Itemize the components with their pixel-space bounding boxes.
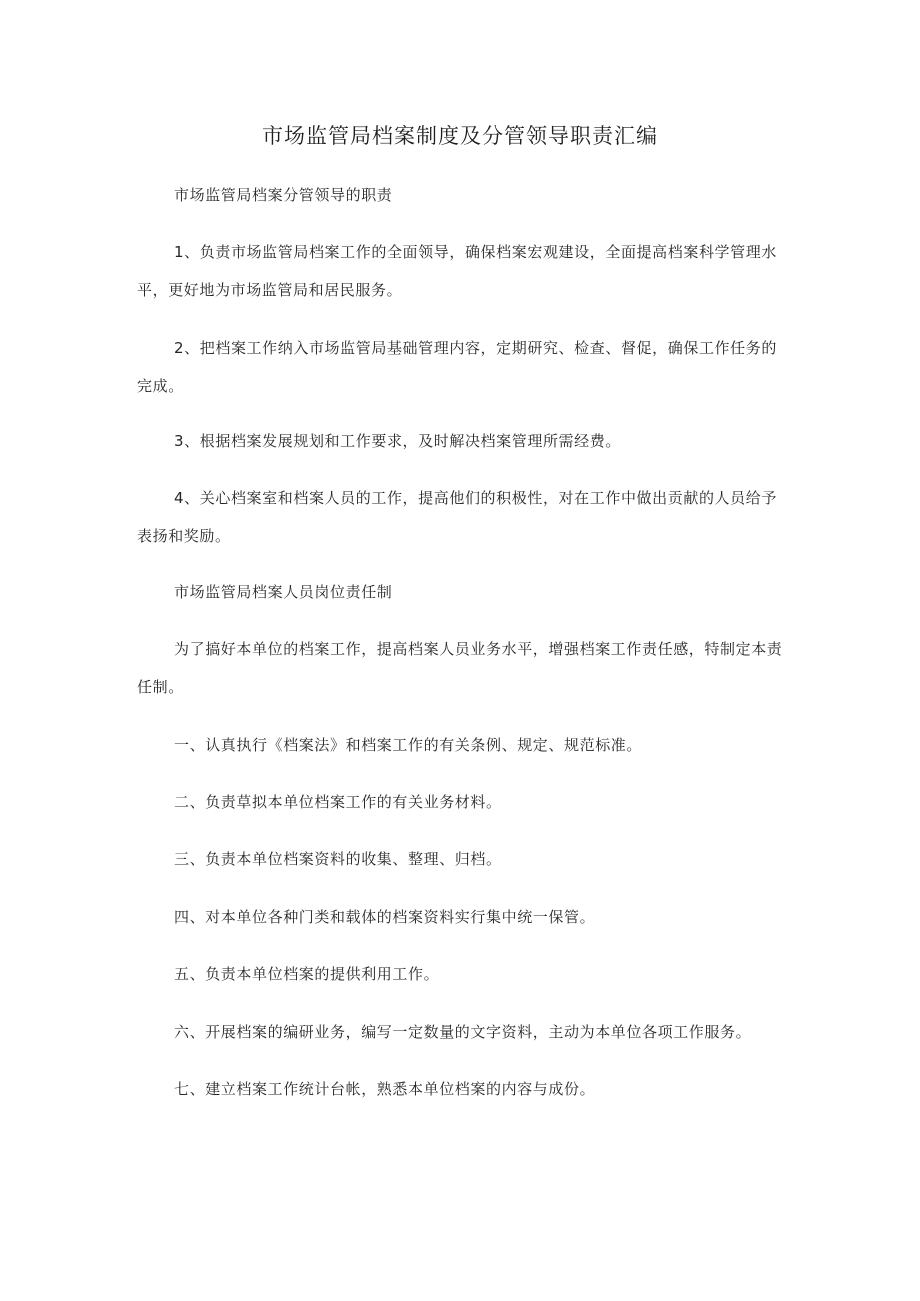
document-title: 市场监管局档案制度及分管领导职责汇编 [262, 124, 658, 148]
staff-responsibility-intro: 为了搞好本单位的档案工作，提高档案人员业务水平，增强档案工作责任感，特制定本责任制。 [137, 640, 783, 696]
staff-duty-item-7: 七、建立档案工作统计台帐，熟悉本单位档案的内容与成份。 [174, 1080, 596, 1098]
staff-duty-item-2: 二、负责草拟本单位档案工作的有关业务材料。 [174, 793, 502, 811]
staff-duty-item-5: 五、负责本单位档案的提供利用工作。 [174, 965, 440, 983]
staff-duty-item-6: 六、开展档案的编研业务，编写一定数量的文字资料，主动为本单位各项工作服务。 [174, 1023, 752, 1041]
section-heading-staff-responsibility: 市场监管局档案人员岗位责任制 [174, 583, 393, 601]
leader-duty-item-1: 1、负责市场监管局档案工作的全面领导，确保档案宏观建设，全面提高档案科学管理水平，更好地为市场监管局和居民服务。 [137, 243, 777, 299]
leader-duty-item-4: 4、关心档案室和档案人员的工作，提高他们的积极性，对在工作中做出贡献的人员给予表扬和奖励。 [137, 489, 777, 545]
leader-duty-item-2: 2、把档案工作纳入市场监管局基础管理内容，定期研究、检查、督促，确保工作任务的完成。 [137, 339, 777, 395]
staff-duty-item-1: 一、认真执行《档案法》和档案工作的有关条例、规定、规范标准。 [174, 736, 643, 754]
staff-duty-item-4: 四、对本单位各种门类和载体的档案资料实行集中统一保管。 [174, 908, 596, 926]
section-heading-leader-duties: 市场监管局档案分管领导的职责 [174, 186, 393, 204]
leader-duty-item-3: 3、根据档案发展规划和工作要求，及时解决档案管理所需经费。 [174, 432, 621, 450]
staff-duty-item-3: 三、负责本单位档案资料的收集、整理、归档。 [174, 850, 502, 868]
